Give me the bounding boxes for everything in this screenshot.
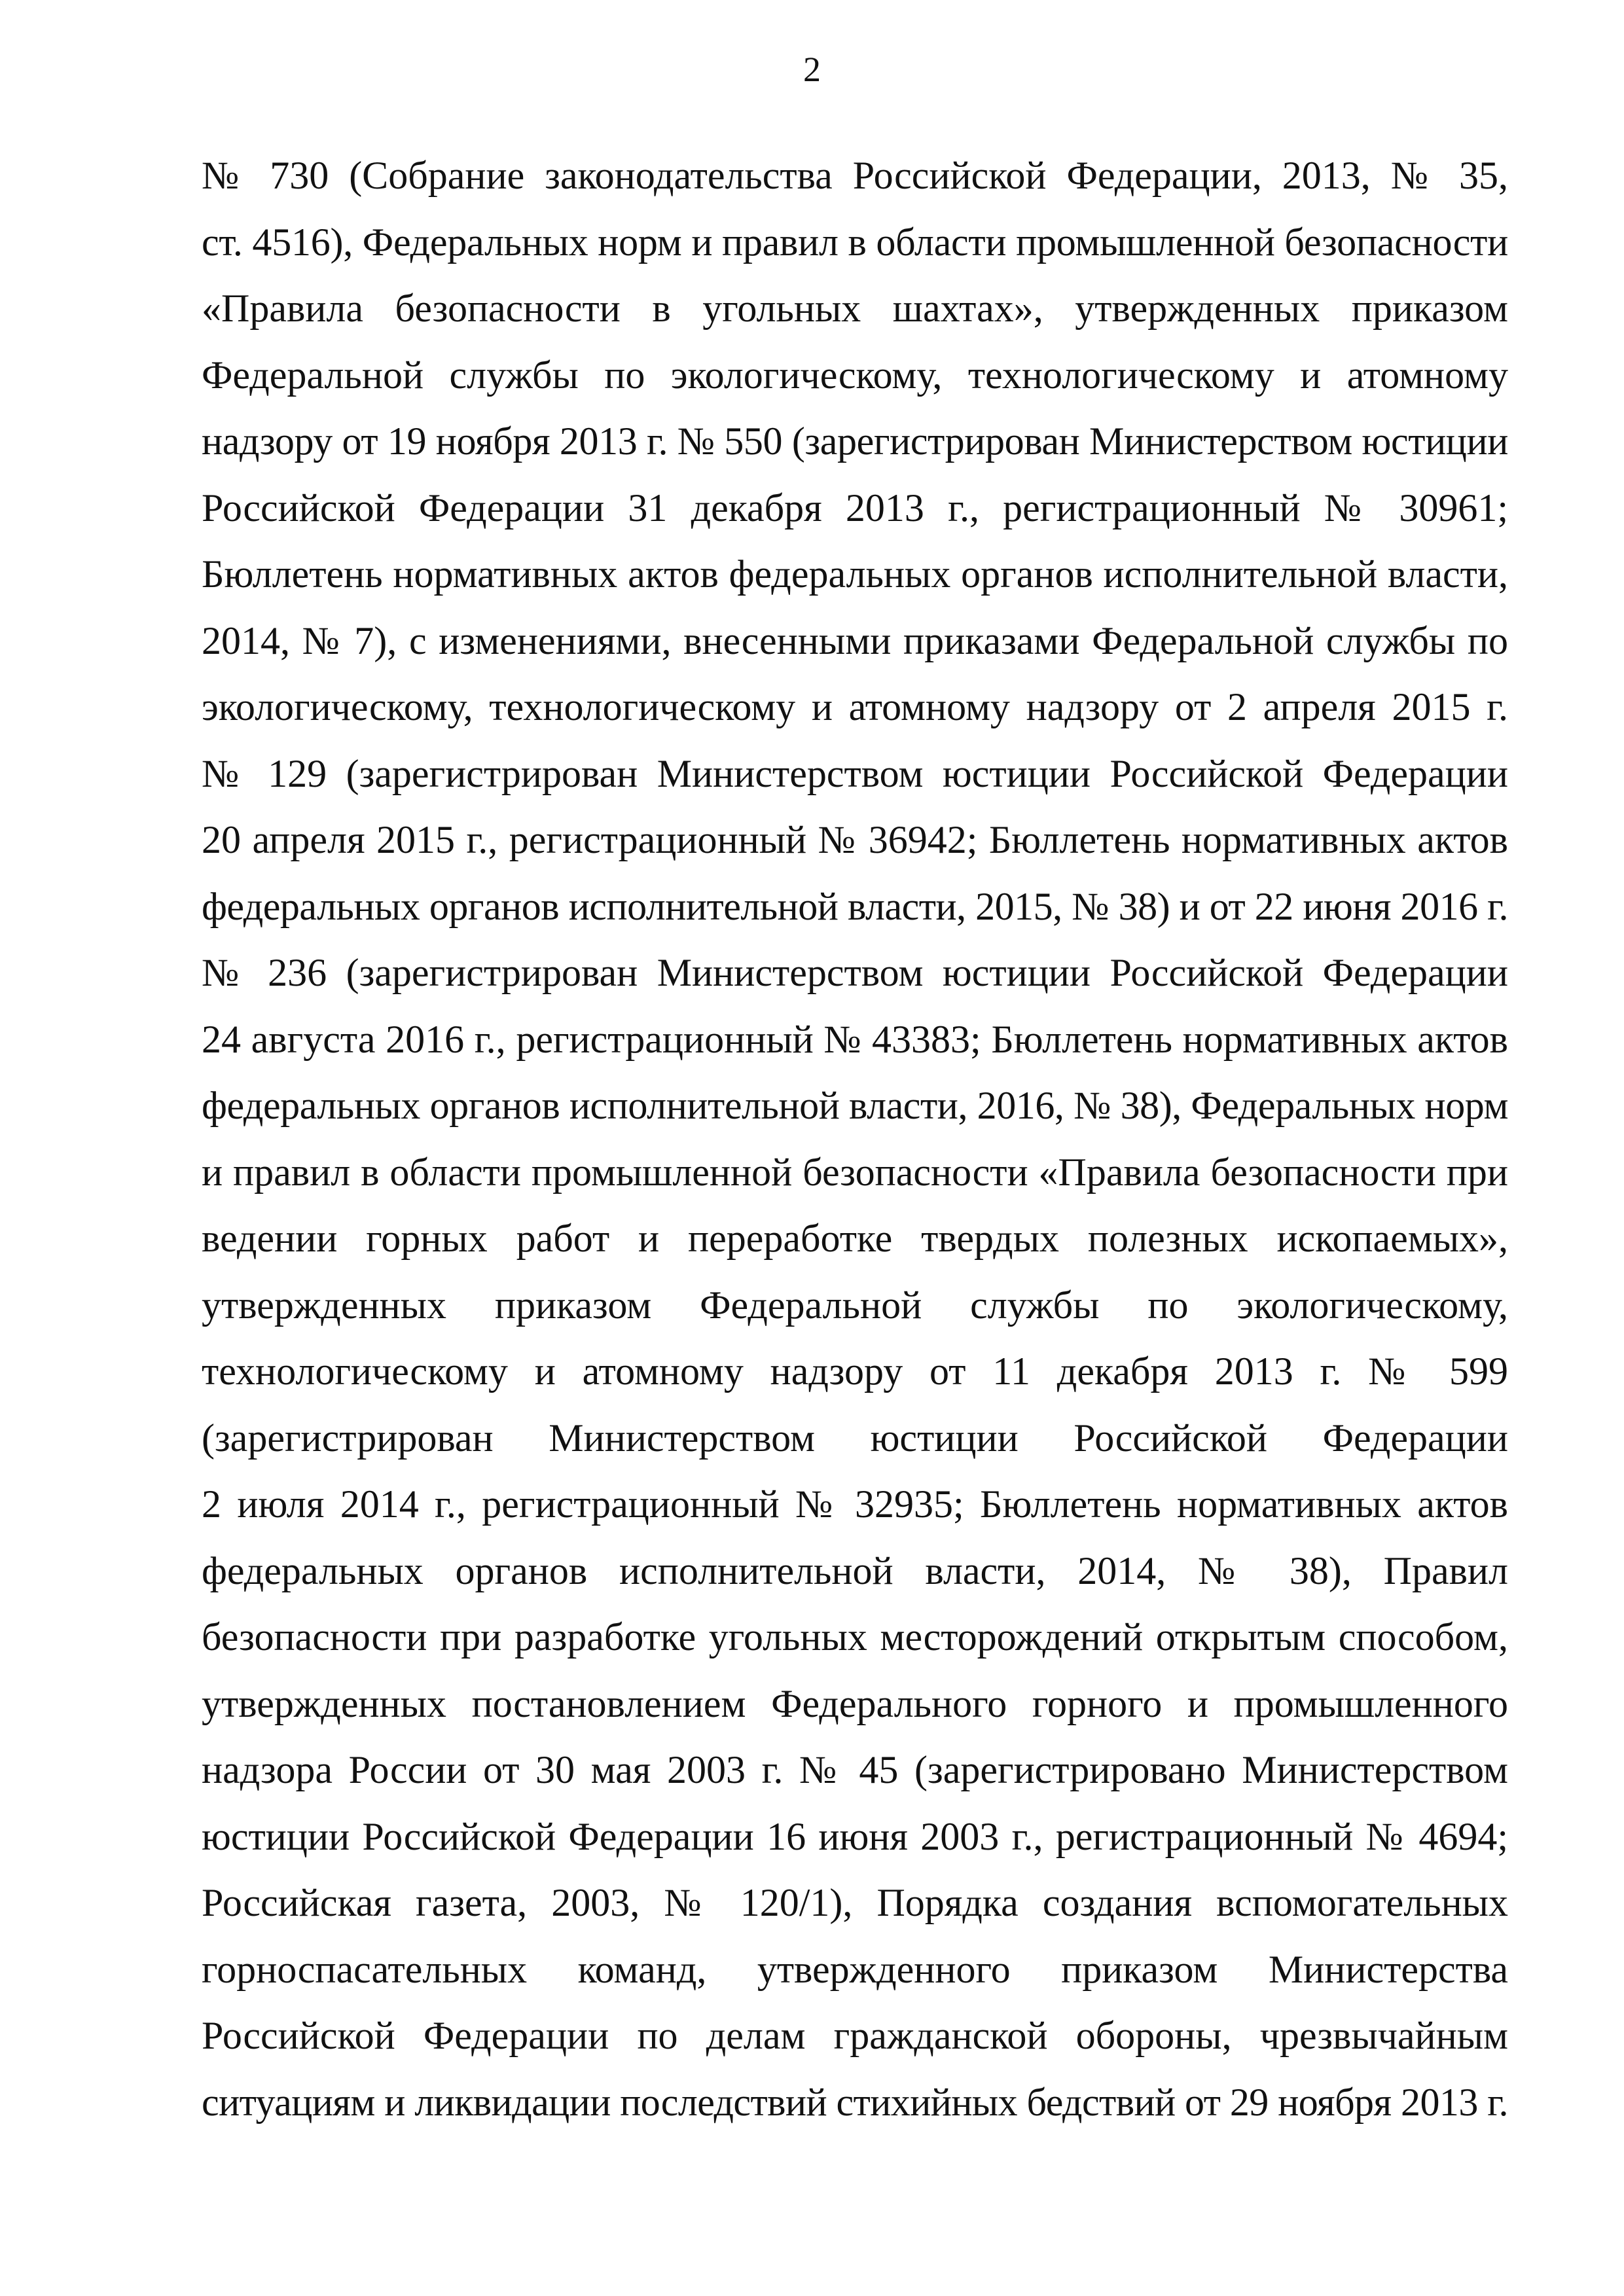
text-line-9: экологическому, технологическому и атомному надзору от 2 апреля 2015 г.: [202, 685, 1508, 728]
text-line-7: Бюллетень нормативных актов федеральных органов исполнительной власти,: [202, 552, 1508, 596]
text-line-4: Федеральной службы по экологическому, технологическому и атомному: [202, 353, 1508, 397]
text-line-5: надзору от 19 ноября 2013 г. № 550 (зарегистрирован Министерством юстиции: [202, 420, 1508, 463]
text-line-13: № 236 (зарегистрирован Министерством юстиции Российской Федерации: [202, 951, 1508, 994]
text-line-25: надзора России от 30 мая 2003 г. № 45 (зарегистрировано Министерством: [202, 1748, 1508, 1791]
text-line-26: юстиции Российской Федерации 16 июня 2003 г., регистрационный № 4694;: [202, 1814, 1508, 1858]
text-line-16: и правил в области промышленной безопасности «Правила безопасности при: [202, 1150, 1508, 1194]
text-line-11: 20 апреля 2015 г., регистрационный № 36942; Бюллетень нормативных актов: [202, 818, 1508, 861]
text-line-29: Российской Федерации по делам гражданской обороны, чрезвычайным: [202, 2014, 1508, 2057]
text-line-15: федеральных органов исполнительной власти, 2016, № 38), Федеральных норм: [202, 1084, 1508, 1127]
body-paragraph: [202, 143, 1508, 2136]
text-line-12: федеральных органов исполнительной власти, 2015, № 38) и от 22 июня 2016 г.: [202, 884, 1508, 928]
text-line-28: горноспасательных команд, утвержденного приказом Министерства: [202, 1947, 1508, 1991]
text-line-17: ведении горных работ и переработке твердых полезных ископаемых»,: [202, 1217, 1508, 1260]
text-line-8: 2014, № 7), с изменениями, внесенными приказами Федеральной службы по: [202, 619, 1508, 662]
page-number: 2: [803, 50, 821, 89]
text-line-18: утвержденных приказом Федеральной службы по экологическому,: [202, 1283, 1508, 1327]
text-line-14: 24 августа 2016 г., регистрационный № 43383; Бюллетень нормативных актов: [202, 1017, 1508, 1061]
text-line-20: (зарегистрирован Министерством юстиции Российской Федерации: [202, 1416, 1508, 1460]
text-line-2: ст. 4516), Федеральных норм и правил в области промышленной безопасности: [202, 220, 1508, 264]
text-line-22: федеральных органов исполнительной власти, 2014, № 38), Правил: [202, 1549, 1508, 1592]
text-line-10: № 129 (зарегистрирован Министерством юстиции Российской Федерации: [202, 751, 1508, 795]
text-line-30: ситуациям и ликвидации последствий стихийных бедствий от 29 ноября 2013 г.: [202, 2080, 1508, 2124]
text-line-21: 2 июля 2014 г., регистрационный № 32935; Бюллетень нормативных актов: [202, 1482, 1508, 1526]
text-line-6: Российской Федерации 31 декабря 2013 г., регистрационный № 30961;: [202, 486, 1508, 529]
text-line-24: утвержденных постановлением Федерального горного и промышленного: [202, 1681, 1508, 1725]
text-line-3: «Правила безопасности в угольных шахтах», утвержденных приказом: [202, 287, 1508, 330]
text-line-19: технологическому и атомному надзору от 11 декабря 2013 г. № 599: [202, 1350, 1508, 1393]
text-line-1: № 730 (Собрание законодательства Российской Федерации, 2013, № 35,: [202, 154, 1508, 197]
text-line-23: безопасности при разработке угольных месторождений открытым способом,: [202, 1615, 1508, 1659]
text-line-27: Российская газета, 2003, № 120/1), Порядка создания вспомогательных: [202, 1881, 1508, 1924]
